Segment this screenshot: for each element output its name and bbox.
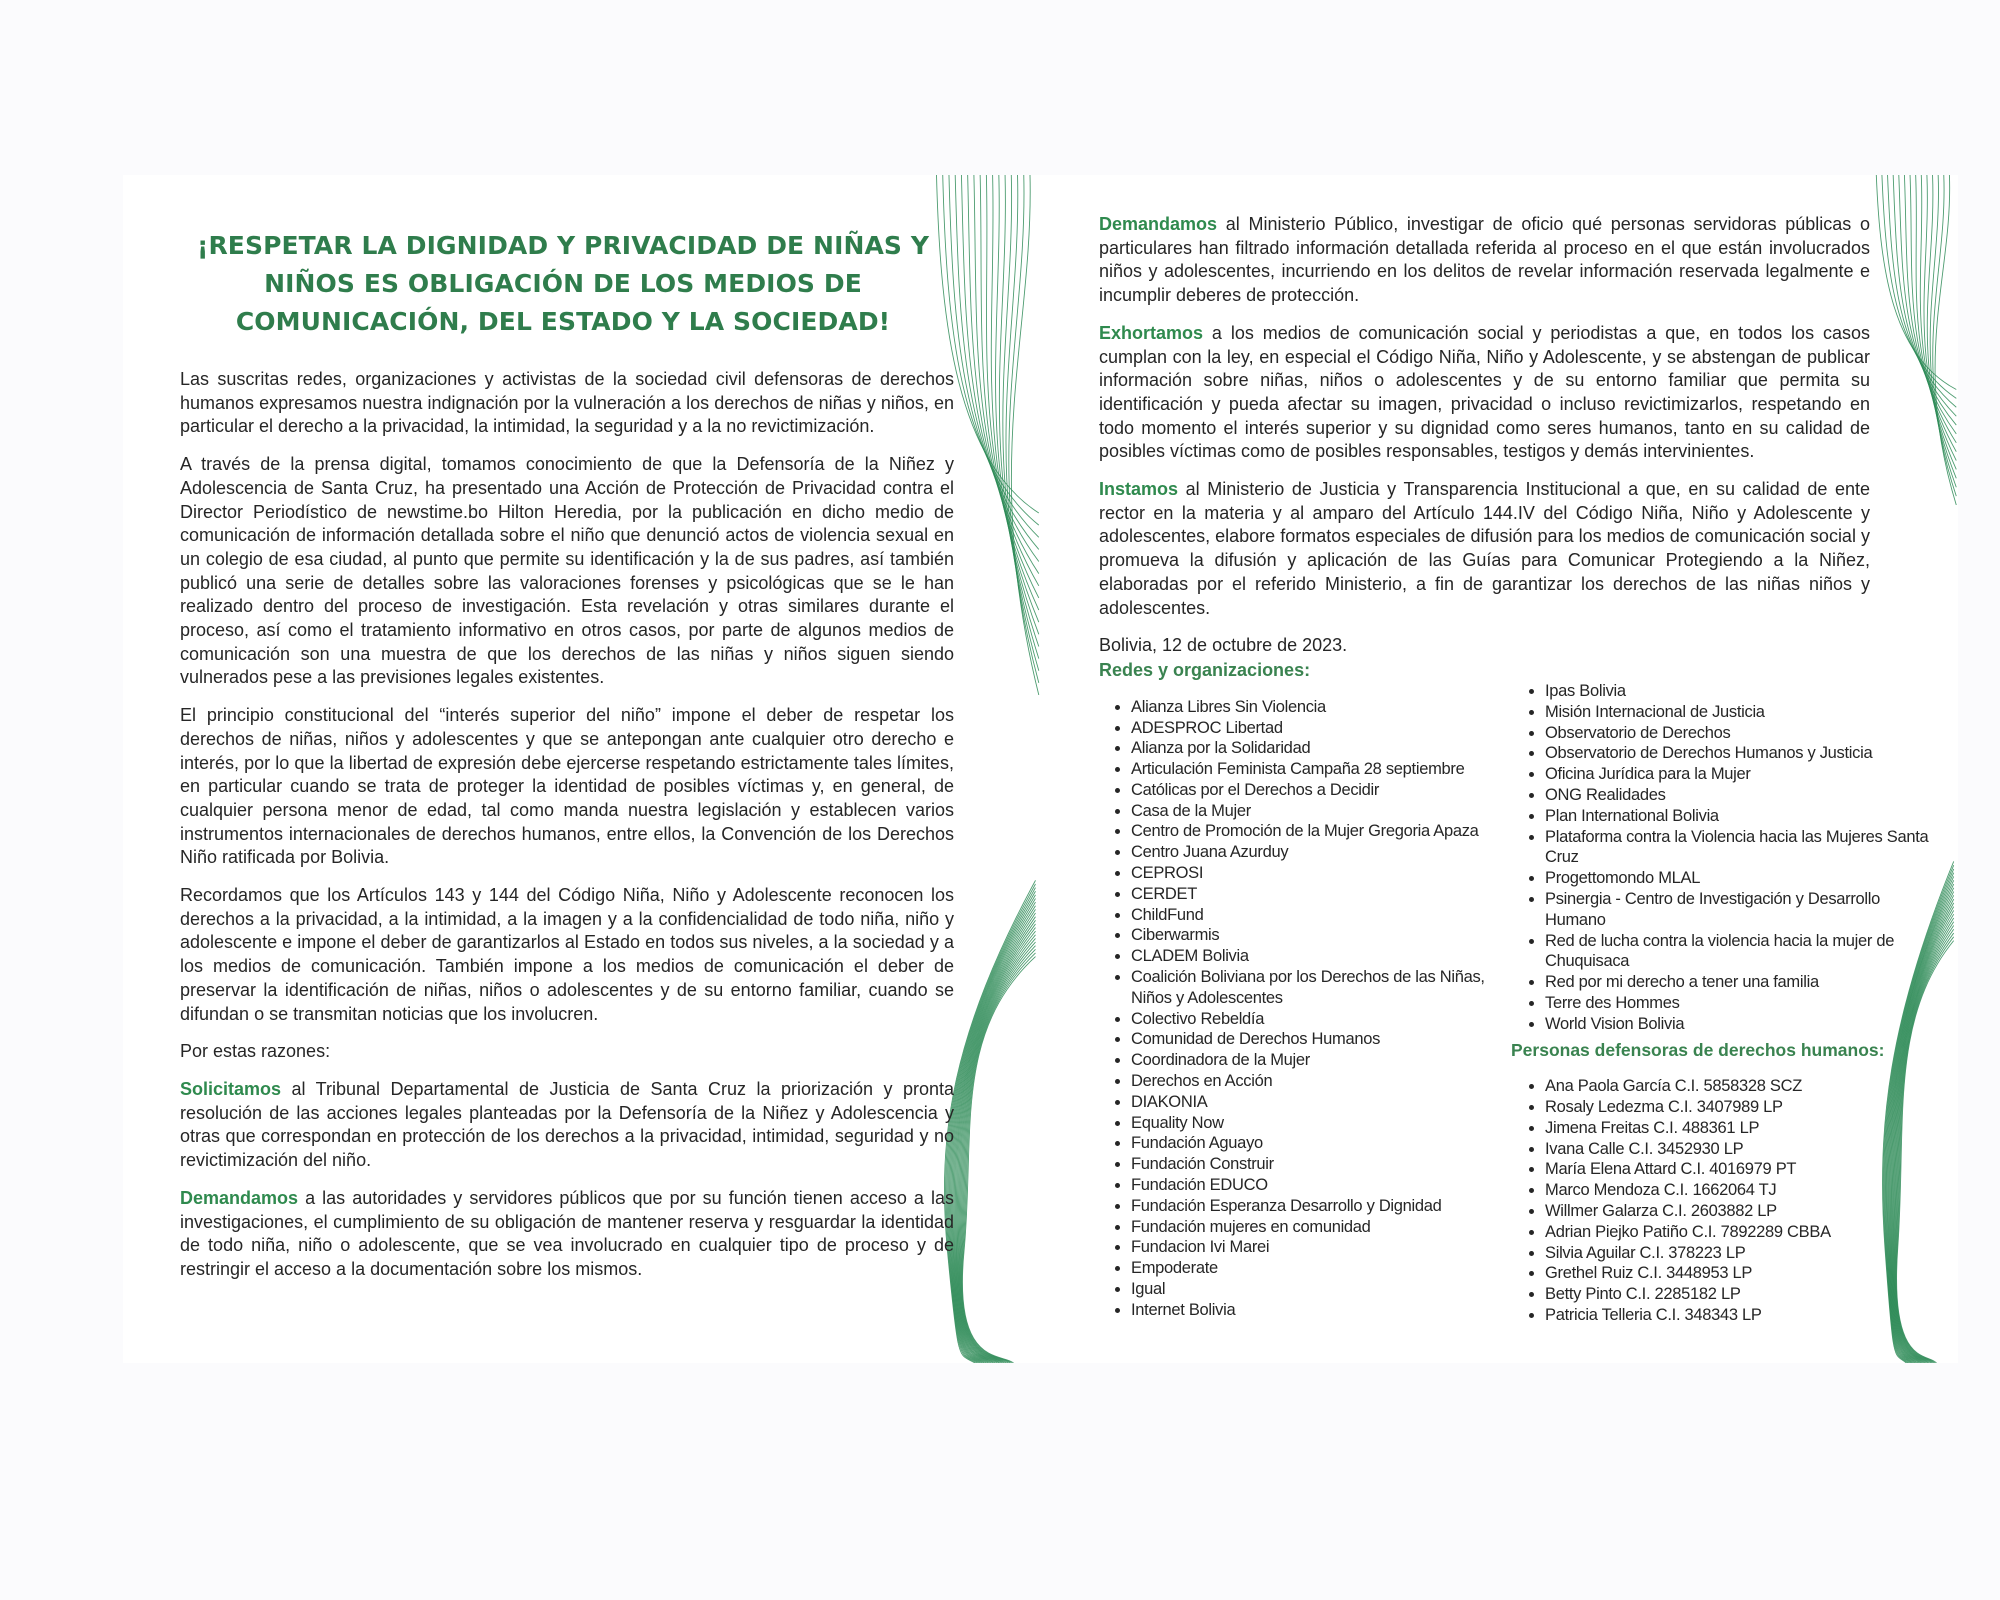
person-item: • Ana Paola García C.I. 5858328 SCZ	[1545, 1076, 1933, 1097]
person-item: • Grethel Ruiz C.I. 3448953 LP	[1545, 1263, 1933, 1284]
organizations-list-1	[1099, 697, 1499, 1321]
wave-line	[996, 175, 1039, 634]
persons-heading: Personas defensoras de derechos humanos:	[1511, 1039, 1885, 1060]
wave-line	[1927, 175, 1956, 478]
paragraph-instamos: Instamos al Ministerio de Justicia y Transparencia Institucional a que, en su calidad de ente rector en la materia y al amparo del Artículo 144.IV del Código Niña, Niño y Adolescente y adolescentes, elabore formatos especiales de difusión para los medios de comunicación social y promueva la difusión y aplicación de las Guías para Comunicar Protegiendo a la Niñez, elaboradas por el referido Ministerio, a fin de garantizar los derechos de las niñas niños y adolescentes.	[1099, 479, 1870, 618]
wave-line	[961, 946, 1036, 1363]
keyword-demandamos: Demandamos	[180, 1187, 299, 1208]
organization-item: • Red de lucha contra la violencia hacia la mujer de Chuquisaca	[1545, 931, 1933, 973]
paragraph-intro: Las suscritas redes, organizaciones y activistas de la sociedad civil defensoras de derechos humanos expresamos nuestra indignación por la vulneración a los derechos de niñas y niños, en particular el derecho a la privacidad, la intimidad, la seguridad y a la no revictimización.	[180, 369, 954, 437]
organization-item: • Igual	[1131, 1279, 1499, 1300]
left-page	[123, 175, 1040, 1363]
wave-line	[991, 175, 1039, 622]
keyword-instamos: Instamos	[1099, 479, 1179, 500]
organization-item: • Progettomondo MLAL	[1545, 868, 1933, 889]
organization-item: • Ciberwarmis	[1131, 925, 1499, 946]
wave-line	[947, 888, 1036, 1363]
wave-line	[958, 928, 1036, 1363]
wave-line	[1916, 175, 1957, 452]
organization-item: • Observatorio de Derechos Humanos y Justicia	[1545, 743, 1933, 764]
organization-item: • Fundacion Ivi Marei	[1131, 1237, 1499, 1258]
person-item: • Patricia Telleria C.I. 348343 LP	[1545, 1305, 1933, 1326]
wave-line	[962, 953, 1036, 1363]
organization-item: • Articulación Feminista Campaña 28 septiembre	[1131, 759, 1499, 780]
wave-line	[1009, 175, 1039, 683]
organization-item: • Alianza por la Solidaridad	[1131, 738, 1499, 759]
person-item: • Marco Mendoza C.I. 1662064 TJ	[1545, 1180, 1933, 1201]
wave-line	[986, 175, 1038, 610]
organization-item: • Equality Now	[1131, 1113, 1499, 1134]
persons-list	[1513, 1076, 1933, 1326]
wave-line	[962, 957, 1035, 1363]
organization-item: • CERDET	[1131, 884, 1499, 905]
organization-item: • Observatorio de Derechos	[1545, 723, 1933, 744]
organization-item: • Derechos en Acción	[1131, 1071, 1499, 1092]
wave-line	[974, 175, 1039, 586]
wave-line	[1899, 175, 1956, 425]
person-item: • Silvia Aguilar C.I. 378223 LP	[1545, 1243, 1933, 1264]
wave-line	[944, 880, 1035, 1363]
wave-line	[949, 175, 1039, 537]
organization-item: • Fundación Construir	[1131, 1154, 1499, 1175]
wave-line	[1006, 175, 1039, 671]
organization-item: • Casa de la Mujer	[1131, 801, 1499, 822]
wave-line	[949, 895, 1036, 1363]
wave-line	[943, 175, 1039, 525]
organization-item: • World Vision Bolivia	[1545, 1014, 1933, 1035]
wave-line	[1935, 175, 1956, 505]
organization-item: • Internet Bolivia	[1131, 1300, 1499, 1321]
wave-line	[1882, 175, 1956, 398]
organization-item: • CLADEM Bolivia	[1131, 946, 1499, 967]
organization-item: • ONG Realidades	[1545, 785, 1933, 806]
wave-line	[1930, 175, 1956, 487]
wave-line	[1933, 175, 1957, 496]
person-item: • Rosaly Ledezma C.I. 3407989 LP	[1545, 1097, 1933, 1118]
wave-line	[954, 913, 1035, 1363]
organization-item: • Empoderate	[1131, 1258, 1499, 1279]
right-text-column	[1099, 213, 1870, 672]
keyword-demandamos: Demandamos	[1099, 214, 1218, 234]
organization-item: • Centro de Promoción de la Mujer Gregoria Apaza	[1131, 821, 1499, 842]
wave-line	[950, 899, 1036, 1363]
paragraph-reasons: Por estas razones:	[180, 1041, 331, 1062]
organization-item: • Fundación mujeres en comunidad	[1131, 1217, 1499, 1238]
person-item: • Jimena Freitas C.I. 488361 LP	[1545, 1118, 1933, 1139]
wave-line	[956, 920, 1035, 1363]
organization-item: • Oficina Jurídica para la Mujer	[1545, 764, 1933, 785]
organization-item: • ADESPROC Libertad	[1131, 718, 1499, 739]
wave-line	[958, 931, 1035, 1363]
wave-line	[952, 906, 1035, 1363]
paragraph-principle: El principio constitucional del “interés superior del niño” impone el deber de respetar los derechos de niñas, niños y adolescentes y que se antepongan ante cualquier otro derecho e interés, por lo que la libertad de expresión debe ejercerse respetando estrictamente tales límites, en particular cuando se trata de proteger la identidad de posibles víctimas y, en general, de cualquier persona menor de edad, tal como manda nuestra legislación y establecen varios instrumentos internacionales de derechos humanos, entre ellos, la Convención de los Derechos Niño ratificada por Bolivia.	[180, 705, 954, 868]
wave-line	[1011, 175, 1038, 695]
paragraph-exhortamos: Exhortamos a los medios de comunicación social y periodistas a que, en todos los casos cumplan con la ley, en especial el Código Niña, Niño y Adolescente, y se abstengan de publicar información sobre niñas, niños o adolescentes y de su entorno familiar que permita su identificación y pueda afectar su imagen, privacidad o incluso revictimizarlos, respetando en todo momento el interés superior y su dignidad como seres humanos, tanto en su calidad de posibles víctimas como de posibles responsables, testigos y demás intervinientes.	[1099, 322, 1870, 462]
wave-line	[1876, 175, 1956, 390]
wave-line	[968, 175, 1039, 574]
organization-item: • Católicas por el Derechos a Decidir	[1131, 780, 1499, 801]
wave-line	[959, 935, 1036, 1363]
organization-item: • ChildFund	[1131, 905, 1499, 926]
organizations-heading: Redes y organizaciones:	[1099, 660, 1311, 680]
wave-line	[960, 942, 1035, 1363]
organization-item: • Plan International Bolivia	[1545, 806, 1933, 827]
organization-item: • Centro Juana Azurduy	[1131, 842, 1499, 863]
wave-line	[999, 175, 1038, 646]
organization-item: • Red por mi derecho a tener una familia	[1545, 972, 1933, 993]
left-text-column	[180, 368, 954, 1296]
wave-line	[1924, 175, 1956, 469]
organization-item: • Terre des Hommes	[1545, 993, 1933, 1014]
document-date: Bolivia, 12 de octubre de 2023.	[1099, 635, 1348, 656]
keyword-solicitamos: Solicitamos	[180, 1078, 282, 1099]
organization-item: • CEPROSI	[1131, 863, 1499, 884]
keyword-exhortamos: Exhortamos	[1099, 322, 1204, 343]
wave-line	[1888, 175, 1957, 407]
paragraph-demandamos-2: Demandamos al Ministerio Público, investigar de oficio qué personas servidoras públicas o particulares han filtrado información detallada referida al proceso en el que están involucrados niños y adolescentes, incurriendo en los delitos de revelar información reservada legalmente e incumplir deberes de protección.	[1099, 214, 1870, 306]
wave-line	[951, 902, 1035, 1363]
paragraph-articles: Recordamos que los Artículos 143 y 144 del Código Niña, Niño y Adolescente reconocen los derechos a la privacidad, a la intimidad, a la imagen y a la confidencialidad de todo niña, niño y adolescente e impone el deber de garantizarlos al Estado en todos sus niveles, a la sociedad y a los medios de comunicación. También impone a los medios de comunicación el deber de preservar la identificación de niñas, niños o adolescentes y de su entorno familiar, cuando se difundan o se transmitan noticias que los involucren.	[180, 885, 954, 1024]
wave-line	[946, 884, 1036, 1363]
organization-item: • Misión Internacional de Justicia	[1545, 702, 1933, 723]
right-page	[1040, 175, 1958, 1363]
wave-line	[1904, 175, 1956, 434]
paragraph-news: A través de la prensa digital, tomamos conocimiento de que la Defensoría de la Niñez y Adolescencia de Santa Cruz, ha presentado una Acción de Protección de Privacidad contra el Director Periodístico de newstime.bo Hilton Heredia, por la publicación en dicho medio de comunicación de información detallada sobre el niño que denunció actos de violencia sexual en un colegio de esa ciudad, al punto que permite su identificación y la de sus padres, así también publicó una serie de detalles sobre las valoraciones forenses y psicológicas que se le han realizado dentro del proceso de investigación. Esta revelación y otras similares durante el proceso, así como el tratamiento informativo en otros casos, por parte de algunos medios de comunicación son una muestra de que los derechos de las niñas y niños siguen siendo vulnerados pese a las previsiones legales existentes.	[180, 454, 954, 688]
person-item: • Ivana Calle C.I. 3452930 LP	[1545, 1139, 1933, 1160]
organization-item: • Fundación Esperanza Desarrollo y Dignidad	[1131, 1196, 1499, 1217]
organization-item: • Ipas Bolivia	[1545, 681, 1933, 702]
wave-line	[961, 949, 1035, 1363]
organizations-column-2	[1513, 681, 1933, 1326]
organization-item: • Colectivo Rebeldía	[1131, 1009, 1499, 1030]
wave-line	[957, 924, 1036, 1363]
organization-item: • Fundación Aguayo	[1131, 1133, 1499, 1154]
person-item: • Betty Pinto C.I. 2285182 LP	[1545, 1284, 1933, 1305]
organizations-section	[1099, 659, 1499, 1321]
page-title: ¡RESPETAR LA DIGNIDAD Y PRIVACIDAD DE NIÑAS Y NIÑOS ES OBLIGACIÓN DE LOS MEDIOS DE COMUNICACIÓN, DEL ESTADO Y LA SOCIEDAD!	[196, 231, 930, 336]
wave-line	[961, 175, 1038, 562]
wave-line	[980, 175, 1039, 598]
wave-line	[1910, 175, 1956, 443]
organization-item: • Coalición Boliviana por los Derechos de las Niñas, Niños y Adolescentes	[1131, 967, 1499, 1009]
organization-item: • Psinergia - Centro de Investigación y Desarrollo Humano	[1545, 889, 1933, 931]
organization-item: • Plataforma contra la Violencia hacia las Mujeres Santa Cruz	[1545, 827, 1933, 869]
wave-line	[955, 917, 1035, 1363]
wave-line	[959, 938, 1035, 1363]
person-item: • Adrian Piejko Patiño C.I. 7892289 CBBA	[1545, 1222, 1933, 1243]
organization-item: • Alianza Libres Sin Violencia	[1131, 697, 1499, 718]
organization-item: • Fundación EDUCO	[1131, 1175, 1499, 1196]
wave-line	[948, 891, 1036, 1363]
paragraph-demandamos-1: Demandamos a las autoridades y servidores públicos que por su función tienen acceso a las investigaciones, el cumplimiento de su obligación de mantener reserva y resguardar la identidad de todo niña, niño o adolescente, que se vea involucrado en cualquier tipo de proceso y de restringir el acceso a la documentación sobre los mismos.	[180, 1187, 954, 1279]
organization-item: • Coordinadora de la Mujer	[1131, 1050, 1499, 1071]
green-wave-decoration-icon	[1872, 175, 1958, 505]
wave-line	[953, 909, 1035, 1363]
paragraph-solicitamos: Solicitamos al Tribunal Departamental de Justicia de Santa Cruz la priorización y pronta resolución de las acciones legales planteadas por la Defensoría de la Niñez y Adolescencia y otras que correspondan en protección de los derechos a la privacidad, intimidad, seguridad y no revictimización del niño.	[180, 1078, 954, 1171]
wave-line	[1893, 175, 1956, 416]
organization-item: • Comunidad de Derechos Humanos	[1131, 1029, 1499, 1050]
person-item: • María Elena Attard C.I. 4016979 PT	[1545, 1159, 1933, 1180]
person-item: • Willmer Galarza C.I. 2603882 LP	[1545, 1201, 1933, 1222]
organization-item: • DIAKONIA	[1131, 1092, 1499, 1113]
wave-line	[955, 175, 1039, 549]
organizations-list-2	[1513, 681, 1933, 1035]
wave-line	[1920, 175, 1956, 461]
wave-line	[1003, 175, 1039, 659]
